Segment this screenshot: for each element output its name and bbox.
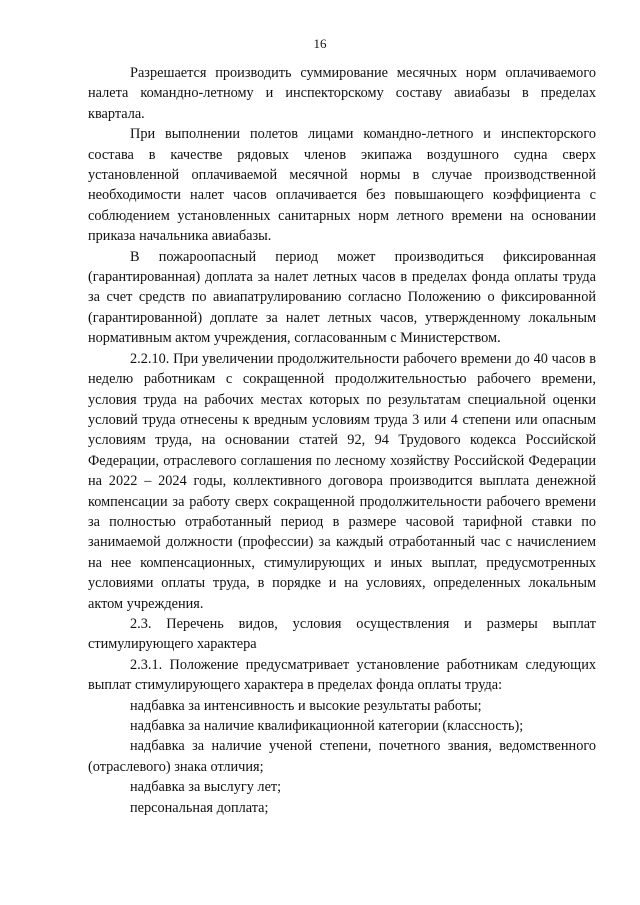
list-item-personal-payment: персональная доплата;	[130, 799, 269, 816]
list-item-seniority-bonus: надбавка за выслугу лет;	[130, 779, 282, 796]
list-item-qualification-bonus: надбавка за наличие квалификационной категории (классность);	[130, 718, 524, 734]
paragraph-fire-season-bonus: В пожароопасный период может производиться фиксированная (гарантированная) доплата за налет летных часов в пределах фонда оплаты труда за счет средств по авиапатрулированию согласно Положению о фиксированной (гарантированной) доплате за налет летных часов, утвержденному локальным нормативным актом учреждения, согласованным с Министерством.	[88, 248, 596, 347]
page-number: 16	[313, 36, 327, 51]
paragraph-flight-norms-summation: Разрешается производить суммирование месячных норм оплачиваемого налета командно-летному и инспекторскому составу авиабазы в пределах квартала.	[88, 65, 596, 122]
list-item-intensity-bonus: надбавка за интенсивность и высокие результаты работы;	[130, 697, 482, 714]
paragraph-2-2-10-compensation: 2.2.10. При увеличении продолжительности рабочего времени до 40 часов в неделю работникам с сокращенной продолжительностью рабочего времени, условия труда на рабочих местах которых по результатам специальной оценки условий труда отнесены к вредным условиям труда 3 или 4 степени или опасным условиям труда, на основании статей 92, 94 Трудового кодекса Российской Федерации, отраслевого соглашения по лесному хозяйству Российской Федерации на 2022 – 2024 годы, коллективного договора производится выплата денежной компенсации за работу сверх сокращенной продолжительности рабочего времени за полностью отработанный период в размере часовой тарифной ставки по занимаемой должности (профессии) за каждый отработанный час с начислением на нее компенсационных, стимулирующих и иных выплат, предусмотренных условиями оплаты труда, в порядке и на условиях, определенных локальным актом учреждения.	[88, 350, 596, 612]
document-body	[88, 63, 596, 818]
list-item-academic-degree-bonus: надбавка за наличие ученой степени, почетного звания, ведомственного (отраслевого) знака отличия;	[88, 738, 596, 775]
paragraph-crew-overtime-flights: При выполнении полетов лицами командно-летного и инспекторского состава в качестве рядовых членов экипажа воздушного судна сверх установленной оплачиваемой месячной нормы в случае производственной необходимости налет часов оплачивается без повышающего коэффициента с соблюдением установленных санитарных норм летного времени на основании приказа начальника авиабазы.	[88, 126, 596, 245]
paragraph-2-3-1-intro: 2.3.1. Положение предусматривает установление работникам следующих выплат стимулирующего характера в пределах фонда оплаты труда:	[88, 656, 596, 694]
section-heading-2-3: 2.3. Перечень видов, условия осуществления и размеры выплат стимулирующего характера	[88, 615, 596, 653]
